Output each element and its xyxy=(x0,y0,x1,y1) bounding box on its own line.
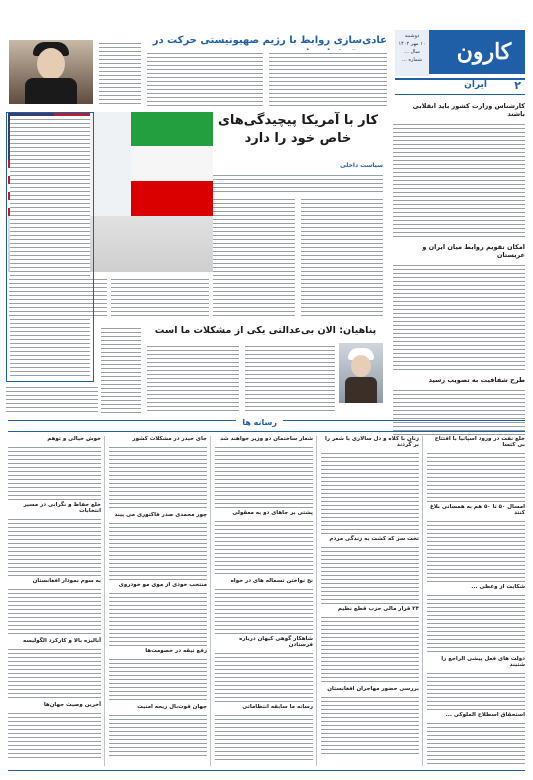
bottom-item-body xyxy=(427,670,525,710)
bottom-item-title: آخرین وصیت جهان‌ها xyxy=(43,702,101,708)
top-story-headline: عادی‌سازی روابط با رژیم صهیونیستی حرکت در xyxy=(152,35,387,46)
bottom-column-5 xyxy=(8,436,101,766)
robe-shape xyxy=(345,377,377,403)
bottom-item-title: تخت سر که کشت به زندگی مردم xyxy=(329,536,419,542)
bottom-item-body xyxy=(321,450,419,534)
bottom-item-title: شعار ساختمان دو وزیر خواهند شد xyxy=(220,436,313,442)
section-bar xyxy=(395,78,525,95)
bottom-item-body xyxy=(215,650,313,702)
bottom-item-title: رفع تیقه در خصومت‌ها xyxy=(145,648,207,654)
bottom-item-body xyxy=(215,518,313,576)
right-item-title-3: طرح شفافیت به تصویب رسید xyxy=(428,376,525,384)
bottom-item-body xyxy=(8,586,101,636)
iran-flag-white xyxy=(131,146,213,181)
main-body-col2 xyxy=(213,196,295,318)
bottom-item-body xyxy=(109,520,207,580)
main-story-lead xyxy=(213,172,383,192)
iran-flag-red xyxy=(131,181,213,216)
main-body-col3 xyxy=(111,276,209,318)
bottom-item-title: چور محمدی صدر فاکتوری می پیند xyxy=(114,512,207,518)
face-shape xyxy=(37,48,65,80)
bottom-item-body xyxy=(427,518,525,582)
section-name: ایران xyxy=(464,80,487,90)
bottom-rule xyxy=(8,770,525,771)
bottom-item-body xyxy=(8,516,101,576)
main-story-headline: کار با آمریکا پیچیدگی‌های خاص خود را دارد xyxy=(217,113,379,146)
dateline-issue: شماره ... xyxy=(402,57,422,63)
right-item-body-2 xyxy=(393,262,525,372)
bottom-item-title: رسانه ما سابقه انتظاماتی xyxy=(242,704,313,710)
mid-story-headline: پناهیان: الان بی‌عدالتی یکی از مشکلات ما است xyxy=(154,325,377,336)
bottom-item-title: نخ نواختن تسماله های در خواه xyxy=(230,578,313,584)
bottom-item-title: پشتی بر جاهای دو به معقولی xyxy=(232,510,313,516)
bottom-item-title: جای حیدر در مشکلات کشور xyxy=(132,436,207,442)
map-graphic xyxy=(90,112,131,216)
bottom-item-title: خوش خیالی و توهم xyxy=(47,436,101,442)
top-story-body-col2 xyxy=(147,50,263,106)
mid-body-col4 xyxy=(6,384,98,414)
bottom-item-body xyxy=(427,720,525,764)
right-item-title-2: امکان تقویم روابط میان ایران و عربستان xyxy=(422,243,525,259)
bottom-item-body xyxy=(321,614,419,684)
bottom-item-body xyxy=(215,586,313,634)
bottom-item-title: خلع نفت در ورود اسپانیا با افتتاح بی کتسا xyxy=(434,436,525,448)
bottom-column-4 xyxy=(109,436,207,766)
robe-shape xyxy=(25,78,77,104)
right-column xyxy=(393,100,525,415)
bottom-item-body xyxy=(215,712,313,760)
bottom-item-body xyxy=(109,590,207,646)
bottom-item-body xyxy=(109,444,207,510)
bottom-item-body xyxy=(321,544,419,604)
right-item-body-1 xyxy=(393,121,525,239)
column-divider xyxy=(422,436,423,766)
bottom-column-1 xyxy=(427,436,525,766)
right-item-title-1: کارشناس وزارت کشور باید انقلابی باشند xyxy=(412,102,525,118)
bottom-item-title: زنان با کلاه و دل سالاری با شعر را بر گردند xyxy=(325,436,419,448)
dateline-date: ۱۰ مهر ۱۴۰۲ xyxy=(398,41,426,47)
bottom-item-title: جهان فوت‌بال ریحه امنیت xyxy=(137,704,207,710)
bottom-item-body xyxy=(8,444,101,500)
bottom-item-title: آنالیزه بالا و کارکرد الگولیسه xyxy=(22,638,101,644)
face-shape xyxy=(351,355,371,377)
column-divider xyxy=(104,436,105,766)
bottom-item-title: شاهکار گوهی کیهان درباره فرسنادن xyxy=(239,636,313,648)
newspaper-logo: کارون xyxy=(456,39,512,65)
bottom-item-body xyxy=(215,444,313,508)
mid-body-col1 xyxy=(245,343,335,413)
bottom-item-title: دولت های فعل پیشی الراجع را شتیند xyxy=(441,656,525,668)
bottom-item-title: خلع حفاظ و نگرانی در مسیر انتخابات xyxy=(23,502,101,514)
column-divider xyxy=(210,436,211,766)
bottom-item-body xyxy=(8,710,101,758)
main-body-col1 xyxy=(301,196,383,318)
mid-body-col2 xyxy=(147,343,239,413)
column-divider xyxy=(316,436,317,766)
bottom-item-title: منتخب خودی از موی مو خودروی xyxy=(118,582,207,588)
top-story-body-col3 xyxy=(99,40,141,104)
media-section-title: رسانه ها xyxy=(236,418,283,427)
bottom-item-title: بررسی حضور مهاجران افغانستان xyxy=(327,686,419,692)
page-number: ۲ xyxy=(514,79,521,92)
mid-body-col3 xyxy=(101,325,141,413)
iran-flag-green xyxy=(131,112,213,146)
bottom-item-body xyxy=(427,592,525,654)
portrait-photo xyxy=(9,40,93,104)
bottom-item-body xyxy=(8,646,101,700)
bottom-item-body xyxy=(427,450,525,502)
dateline-day: دوشنبه xyxy=(404,33,420,39)
top-story-body-col1 xyxy=(269,50,387,106)
bottom-column-2 xyxy=(321,436,419,766)
main-story-kicker: سیاست داخلی xyxy=(340,162,383,169)
bottom-item-title: ۲۴ قرار مالی حزب قطع نظیم xyxy=(337,606,419,612)
bottom-item-body xyxy=(321,694,419,756)
dateline-year: سال ... xyxy=(404,49,420,55)
dateline xyxy=(395,30,429,76)
left-column-body xyxy=(10,116,90,378)
bottom-item-body xyxy=(109,656,207,702)
bottom-item-title: به سوم نمودار افغانستان xyxy=(32,578,101,584)
bottom-column-3 xyxy=(215,436,313,766)
bottom-item-title: استحقاق اسطلاح الملوکی ... xyxy=(445,712,525,718)
bottom-item-title: امسال ۵۰ تا ۵۰ هم به همسانی بلاغ کنند xyxy=(429,504,525,516)
bottom-item-body xyxy=(109,712,207,756)
speaker-photo xyxy=(339,343,383,403)
bottom-item-title: شکایت از وعظی ... xyxy=(471,584,525,590)
